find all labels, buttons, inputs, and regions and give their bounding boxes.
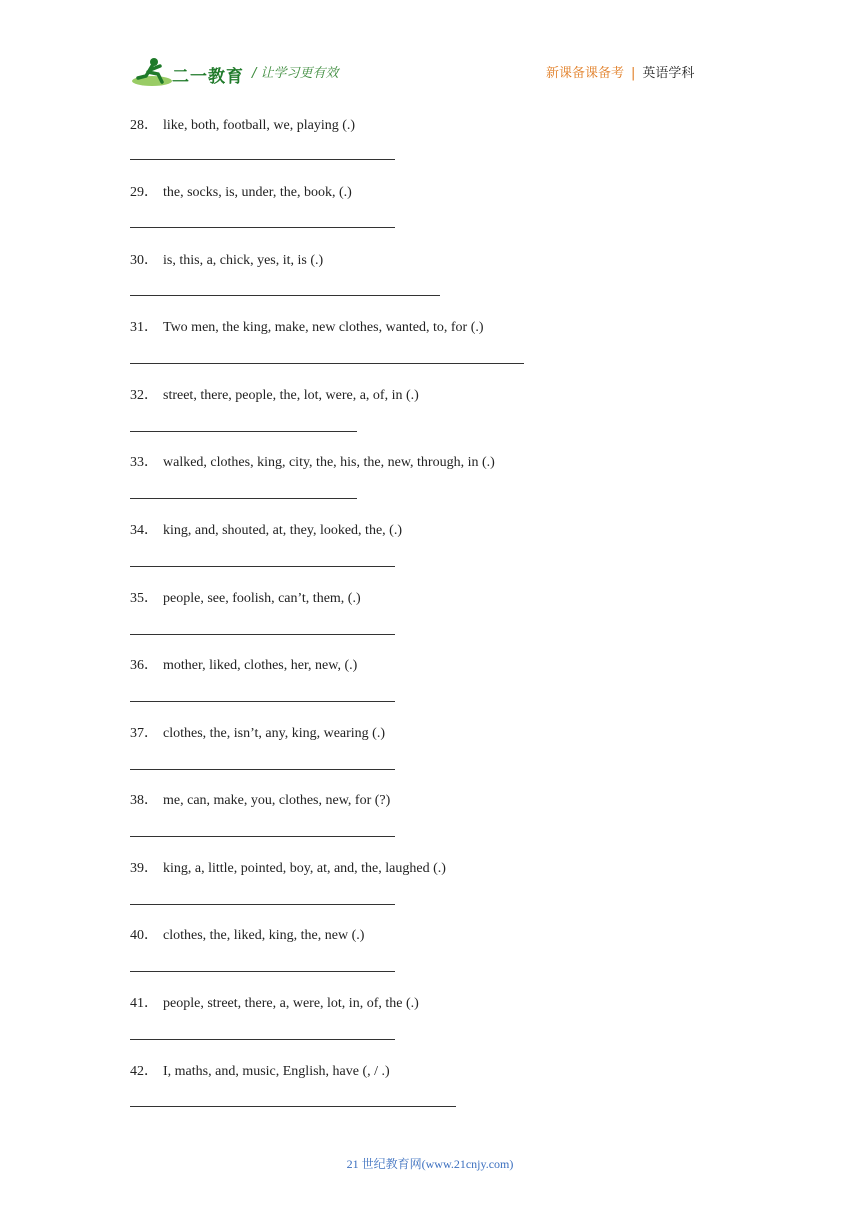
question-33 [130, 451, 495, 471]
question-number: 32． [130, 388, 158, 403]
page-footer: 21 世纪教育网(www.21cnjy.com) [346, 1157, 514, 1171]
answer-line[interactable] [130, 1106, 456, 1107]
question-39 [130, 857, 446, 877]
answer-line[interactable] [130, 363, 524, 364]
question-number: 34． [130, 523, 158, 538]
answer-line[interactable] [130, 769, 395, 770]
question-text: people, see, foolish, can’t, them, (.) [163, 591, 361, 606]
question-text: the, socks, is, under, the, book, (.) [163, 185, 352, 200]
answer-line[interactable] [130, 566, 395, 567]
question-text: me, can, make, you, clothes, new, for (?) [163, 793, 391, 808]
question-number: 39． [130, 861, 158, 876]
question-number: 35． [130, 591, 158, 606]
question-34 [130, 519, 402, 539]
answer-line[interactable] [130, 634, 395, 635]
question-text: people, street, there, a, were, lot, in, of, the (.) [163, 996, 419, 1011]
answer-line[interactable] [130, 971, 395, 972]
question-41 [130, 992, 419, 1012]
question-number: 28． [130, 118, 158, 133]
question-text: king, and, shouted, at, they, looked, the, (.) [163, 523, 402, 538]
question-30 [130, 249, 323, 269]
page-header [0, 0, 860, 100]
answer-line[interactable] [130, 1039, 395, 1040]
header-separator: | [631, 66, 636, 81]
question-number: 30． [130, 253, 158, 268]
question-text: like, both, football, we, playing (.) [163, 118, 356, 133]
logo-text: 二一教育 [172, 67, 244, 87]
slogan: / 让学习更有效 [252, 66, 339, 81]
answer-line[interactable] [130, 159, 395, 160]
course-label: 新课备课备考 [546, 66, 625, 81]
question-29 [130, 181, 352, 201]
subject-label: 英语学科 [642, 66, 695, 81]
question-text: I, maths, and, music, English, have (, / .) [163, 1064, 390, 1079]
question-35 [130, 587, 361, 607]
answer-line[interactable] [130, 431, 357, 432]
question-37 [130, 722, 385, 742]
question-number: 37． [130, 726, 158, 741]
question-36 [130, 654, 357, 674]
question-number: 31． [130, 320, 158, 335]
question-number: 40． [130, 928, 158, 943]
question-text: mother, liked, clothes, her, new, (.) [163, 658, 358, 673]
question-number: 33． [130, 455, 158, 470]
question-text: is, this, a, chick, yes, it, is (.) [163, 253, 324, 268]
question-text: Two men, the king, make, new clothes, wanted, to, for (.) [163, 320, 484, 335]
question-number: 41． [130, 996, 158, 1011]
question-32 [130, 384, 419, 404]
question-28 [130, 114, 355, 134]
question-text: clothes, the, liked, king, the, new (.) [163, 928, 365, 943]
answer-line[interactable] [130, 701, 395, 702]
question-text: street, there, people, the, lot, were, a, of, in (.) [163, 388, 419, 403]
question-text: clothes, the, isn’t, any, king, wearing (.) [163, 726, 386, 741]
answer-line[interactable] [130, 836, 395, 837]
answer-line[interactable] [130, 227, 395, 228]
question-40 [130, 924, 364, 944]
question-31 [130, 316, 484, 336]
answer-line[interactable] [130, 498, 357, 499]
header-right [546, 62, 694, 81]
question-number: 38． [130, 793, 158, 808]
question-number: 29． [130, 185, 158, 200]
question-number: 42． [130, 1064, 158, 1079]
question-number: 36． [130, 658, 158, 673]
question-text: walked, clothes, king, city, the, his, the, new, through, in (.) [163, 455, 495, 470]
question-text: king, a, little, pointed, boy, at, and, the, laughed (.) [163, 861, 446, 876]
answer-line[interactable] [130, 295, 440, 296]
answer-line[interactable] [130, 904, 395, 905]
question-38 [130, 789, 390, 809]
question-42 [130, 1060, 390, 1080]
